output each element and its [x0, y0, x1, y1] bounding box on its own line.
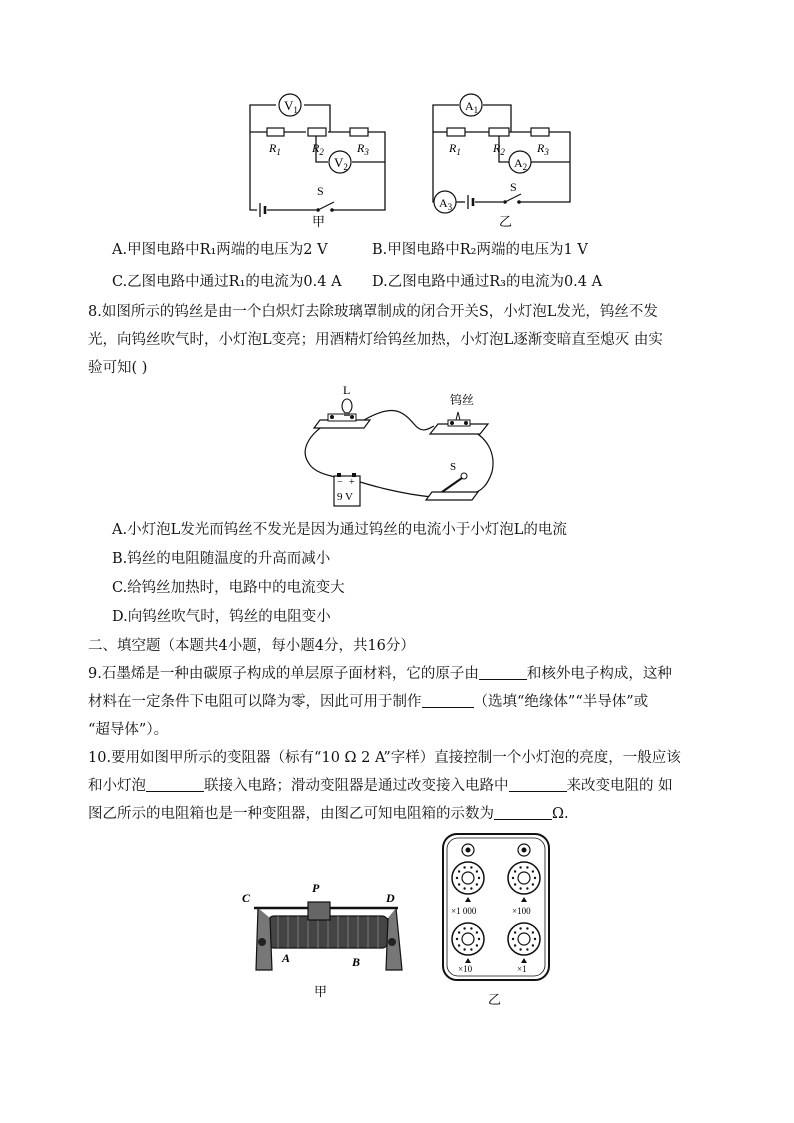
terminal-d-label: D: [386, 891, 395, 905]
q10-blank-3[interactable]: [494, 805, 552, 821]
switch-label: S: [317, 184, 324, 198]
terminal-a-label: A: [282, 951, 291, 965]
r3-label: $R_3$: [357, 141, 369, 157]
dial-tick: [526, 927, 528, 929]
q10-line-2c: 来改变电阻的 如: [566, 778, 673, 794]
dial-tick: [470, 887, 472, 889]
meter-a2-label: $A_2$: [514, 156, 528, 172]
q9-line-3: “超导体”）。: [88, 722, 169, 738]
terminal-b-label: B: [352, 955, 361, 969]
q10-line-3b: Ω.: [552, 806, 569, 822]
dial-tick: [519, 927, 521, 929]
dial-tick: [514, 931, 516, 933]
q7-option-a: A.甲图电路中R₁两端的电压为2 V: [112, 242, 328, 258]
q8-option-d: D.向钨丝吹气时，钨丝的电阻变小: [112, 609, 331, 625]
resistance-box-figure: [440, 832, 552, 1010]
q9-blank-2[interactable]: [422, 693, 474, 709]
q8-stem-line-3: 验可知( ): [88, 360, 148, 376]
r2-label: $R_2$: [493, 141, 505, 157]
q7-option-b: B.甲图电路中R₂两端的电压为1 V: [372, 242, 588, 258]
dial-tick: [534, 938, 536, 940]
dial-tick: [458, 883, 460, 885]
dial-tick: [532, 944, 534, 946]
dial-tick: [476, 883, 478, 885]
dial-tick: [463, 948, 465, 950]
q8-options: [112, 518, 712, 630]
rheostat-caption: 甲: [314, 984, 328, 999]
dial-mult-x1: ×1: [517, 964, 527, 974]
dial-tick: [458, 870, 460, 872]
dial-tick: [534, 877, 536, 879]
resistance-box-caption: 乙: [488, 992, 502, 1007]
dial-tick: [532, 870, 534, 872]
q8-option-b: B.钨丝的电阻随温度的升高而减小: [112, 551, 331, 567]
filament-label: 钨丝: [450, 393, 475, 407]
dial-tick: [519, 866, 521, 868]
battery-label: 9 V: [337, 491, 353, 503]
figure-caption-jia: 甲: [312, 214, 326, 229]
dial-tick: [456, 877, 458, 879]
dial-tick: [512, 938, 514, 940]
dial-mult-x10: ×10: [458, 964, 473, 974]
q8-stem-line-2: 光，向钨丝吹气时，小灯泡L变亮；用酒精灯给钨丝加热，小灯泡L逐渐变暗直至熄灭 由实: [88, 332, 663, 348]
battery-minus: −: [337, 477, 343, 488]
dial-tick: [519, 948, 521, 950]
dial-tick: [526, 866, 528, 868]
q9: [88, 662, 708, 746]
dial-tick: [532, 883, 534, 885]
slider-p-label: P: [312, 881, 320, 895]
dial-tick: [526, 948, 528, 950]
circuit-yi: [425, 92, 585, 232]
figure-caption-yi: 乙: [499, 214, 513, 229]
q8-stem-line-1: 8.如图所示的钨丝是由一个白炽灯去除玻璃罩制成的闭合开关S，小灯泡L发光，钨丝不发: [88, 304, 658, 320]
dial-tick: [476, 944, 478, 946]
switch-label: S: [450, 461, 457, 473]
dial-tick: [463, 927, 465, 929]
r1-label: $R_1$: [449, 141, 461, 157]
q10-line-2a: 和小灯泡: [88, 778, 146, 794]
r1-label: $R_1$: [269, 141, 281, 157]
circuit-jia: [240, 92, 400, 232]
dial-tick: [463, 887, 465, 889]
r3-label: $R_3$: [537, 141, 549, 157]
dial-tick: [512, 877, 514, 879]
meter-v1-label: $V_1$: [284, 98, 298, 115]
dial-tick: [532, 931, 534, 933]
dial-tick: [514, 944, 516, 946]
q7-option-c: C.乙图电路中通过R₁的电流为0.4 A: [112, 274, 342, 290]
meter-a1-label: $A_1$: [465, 99, 479, 115]
dial-tick: [458, 944, 460, 946]
dial-tick: [476, 931, 478, 933]
dial-tick: [456, 938, 458, 940]
q10-blank-1[interactable]: [146, 777, 204, 793]
battery-plus: +: [349, 477, 355, 488]
q8-option-a: A.小灯泡L发光而钨丝不发光是因为通过钨丝的电流小于小灯泡L的电流: [112, 522, 567, 538]
q10-line-1: 10.要用如图甲所示的变阻器（标有“10 Ω 2 A”字样）直接控制一个小灯泡的亮度，一般应该: [88, 750, 681, 766]
dial-tick: [470, 927, 472, 929]
q9-blank-1[interactable]: [479, 665, 527, 681]
dial-tick: [514, 870, 516, 872]
q10: [88, 746, 708, 830]
q10-line-3a: 图乙所示的电阻箱也是一种变阻器，由图乙可知电阻箱的示数为: [88, 806, 494, 822]
q10-blank-2[interactable]: [509, 777, 567, 793]
dial-tick: [458, 931, 460, 933]
dial-tick: [470, 948, 472, 950]
switch-label: S: [510, 180, 517, 194]
q10-line-2b: 联接入电路；滑动变阻器是通过改变接入电路中: [204, 778, 509, 794]
section-heading: 二、填空题（本题共4小题，每小题4分，共16分）: [88, 638, 415, 654]
q9-line-1b: 和核外电子构成，这种: [526, 666, 672, 682]
dial-tick: [478, 938, 480, 940]
q9-line-2a: 材料在一定条件下电阻可以降为零，因此可用于制作: [88, 694, 422, 710]
rheostat-figure: [238, 878, 408, 1003]
lamp-label: L: [343, 384, 351, 397]
dial-mult-x100: ×100: [512, 906, 531, 916]
dial-tick: [478, 877, 480, 879]
q7-options: [112, 238, 712, 296]
meter-a3-label: $A_3$: [439, 196, 453, 212]
dial-tick: [519, 887, 521, 889]
dial-tick: [470, 866, 472, 868]
q9-line-2b: （选填“绝缘体”“半导体”或: [473, 694, 649, 710]
q8-option-c: C.给钨丝加热时，电路中的电流变大: [112, 580, 345, 596]
dial-tick: [514, 883, 516, 885]
r2-label: $R_2$: [312, 141, 324, 157]
dial-tick: [476, 870, 478, 872]
terminal-c-label: C: [242, 891, 251, 905]
q8-figure: [292, 384, 502, 512]
q8-stem: [88, 300, 708, 380]
meter-v2-label: $V_2$: [334, 155, 348, 172]
dial-tick: [463, 866, 465, 868]
q9-line-1a: 9.石墨烯是一种由碳原子构成的单层原子面材料，它的原子由: [88, 666, 479, 682]
dial-mult-x1000: ×1 000: [451, 906, 477, 916]
dial-tick: [526, 887, 528, 889]
q7-option-d: D.乙图电路中通过R₃的电流为0.4 A: [372, 274, 603, 290]
